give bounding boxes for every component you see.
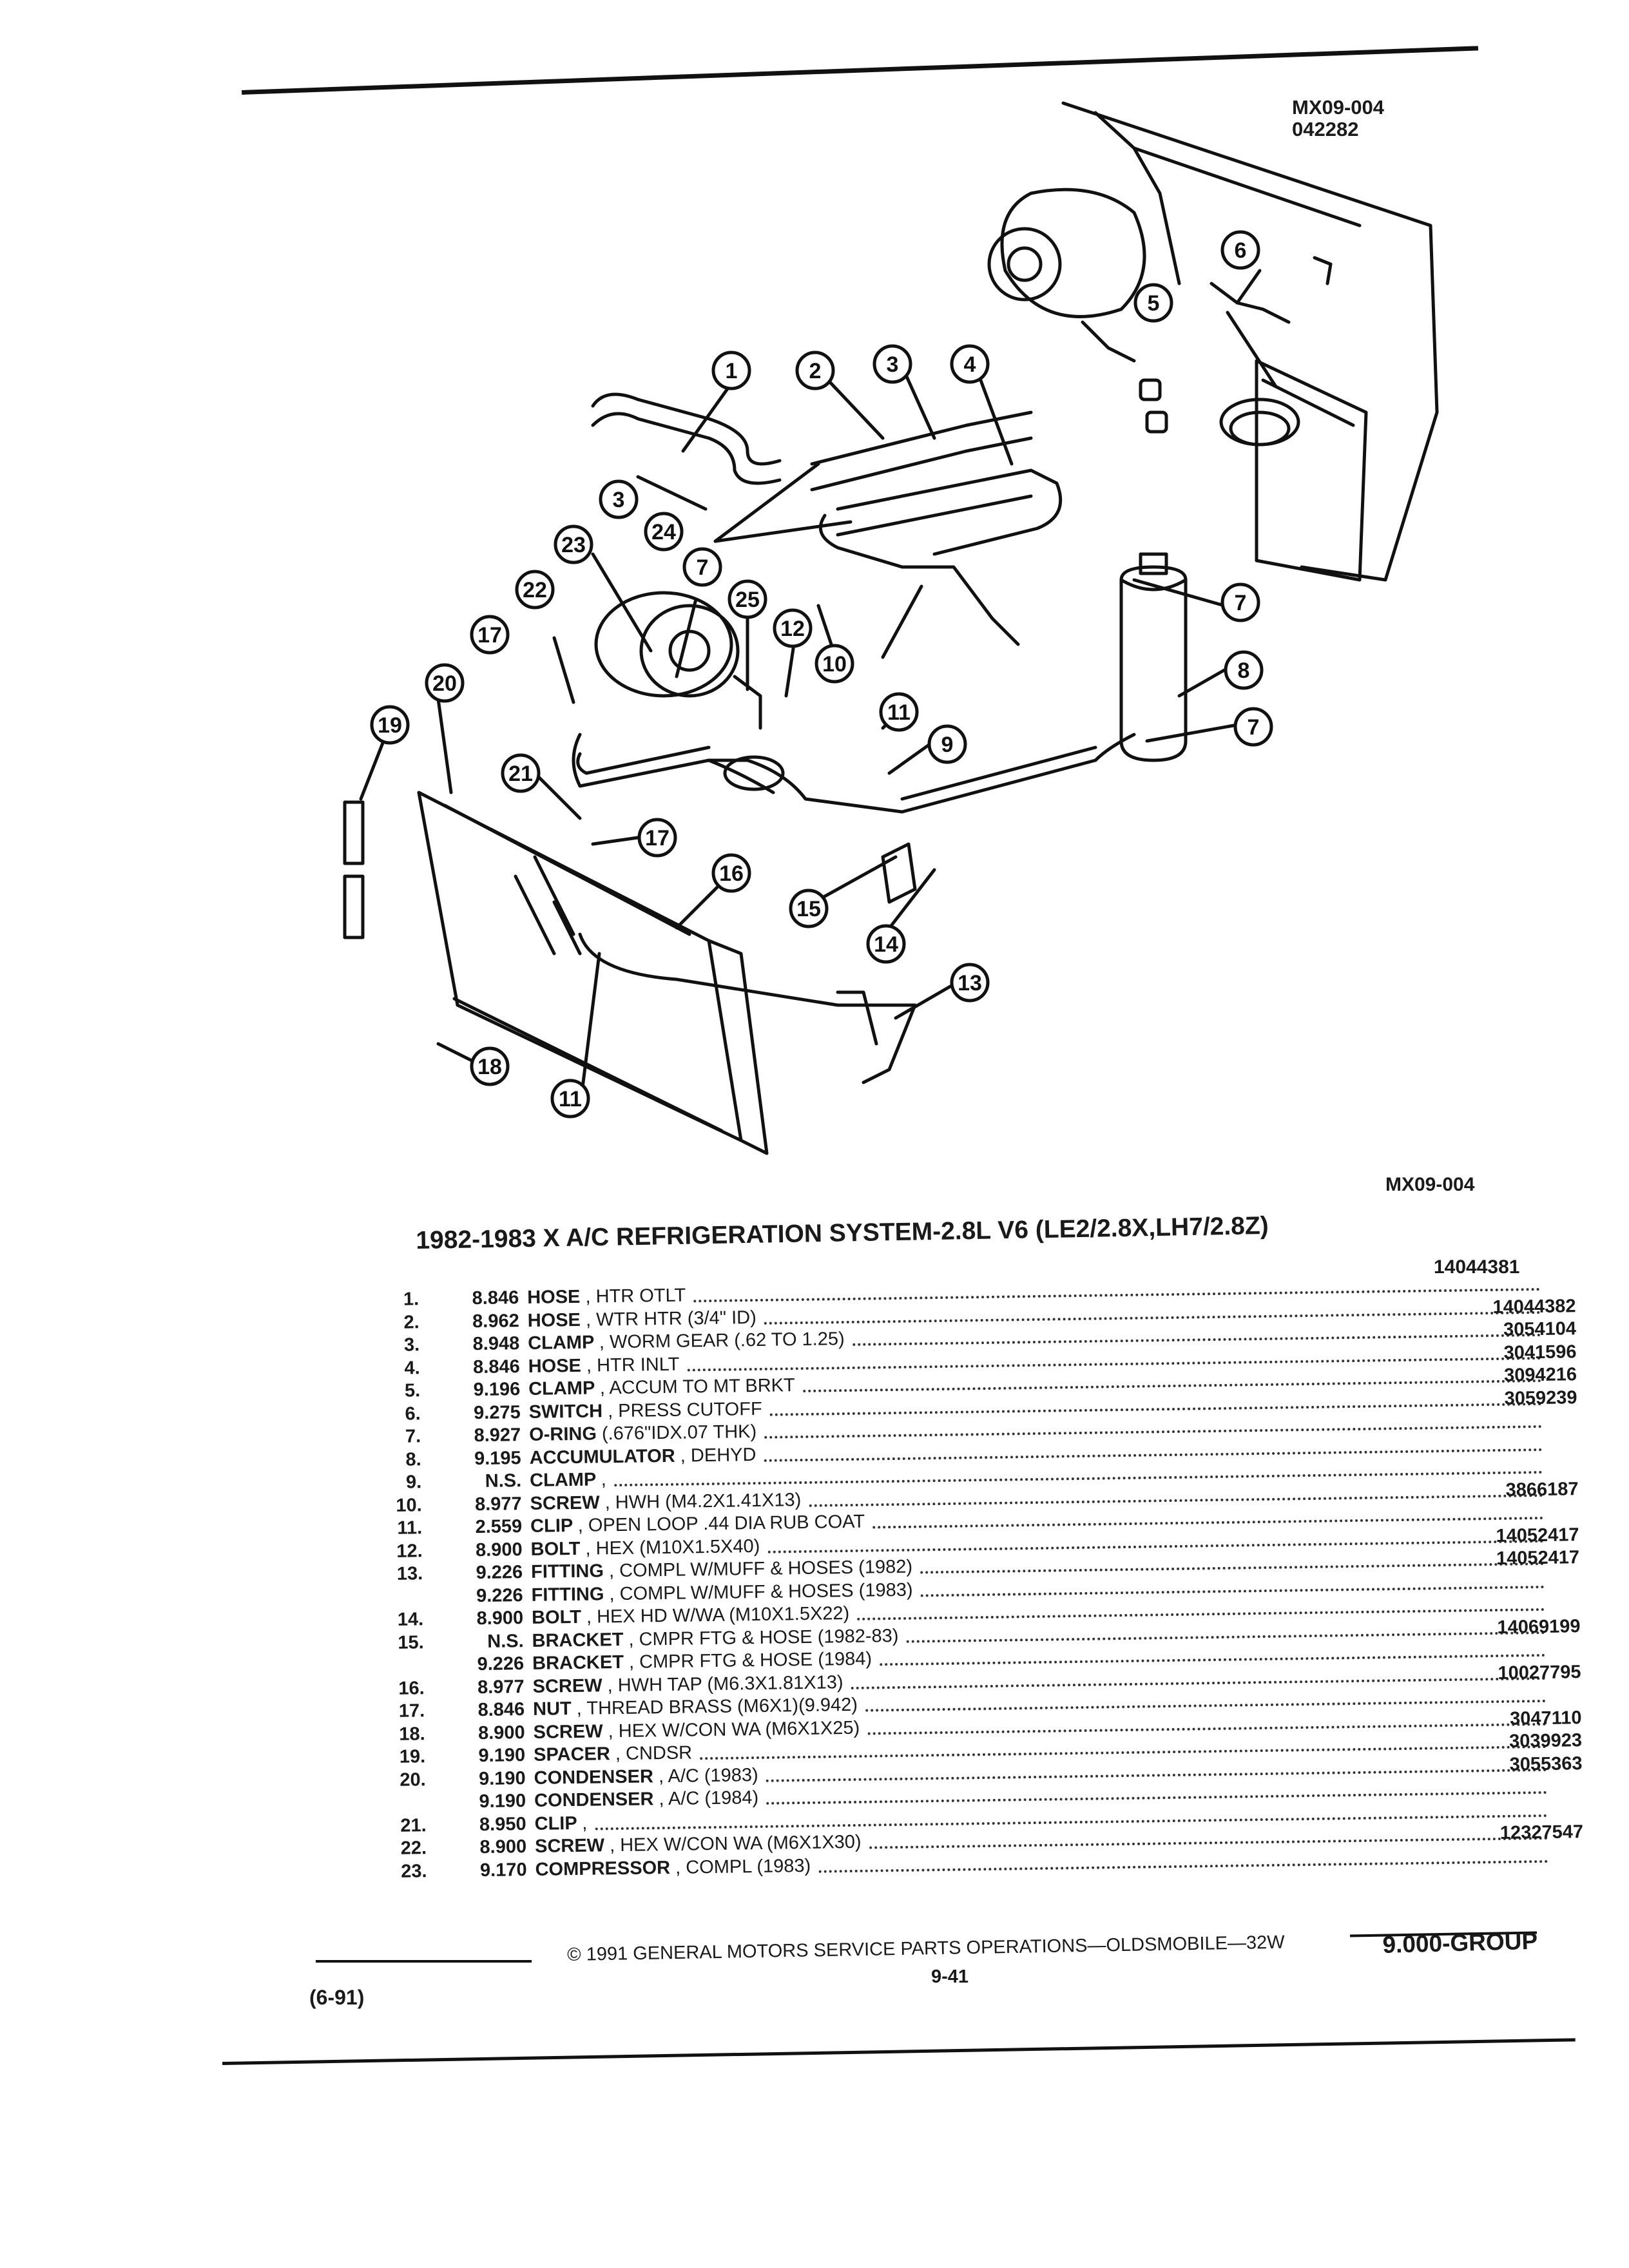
item-number: 15.	[398, 1631, 424, 1653]
callout-13	[952, 965, 988, 1001]
svg-text:19: 19	[378, 713, 402, 738]
svg-text:8: 8	[1237, 658, 1250, 683]
svg-text:11: 11	[559, 1087, 582, 1111]
item-number: 2.	[403, 1311, 419, 1333]
part-number: 12327547	[1499, 1821, 1584, 1843]
part-name: SCREW	[533, 1720, 603, 1743]
callout-23	[555, 526, 592, 562]
part-name: HOSE	[526, 1286, 581, 1308]
part-name: FITTING	[531, 1583, 604, 1606]
part-name: HOSE	[527, 1309, 581, 1331]
part-description	[527, 1306, 757, 1332]
callout-22	[517, 572, 553, 608]
part-detail: , HEX W/CON WA (M6X1X30)	[609, 1831, 862, 1856]
part-name: BOLT	[530, 1538, 581, 1560]
callout-11-top	[881, 694, 917, 730]
part-number: 3094216	[1503, 1364, 1577, 1386]
svg-text:3: 3	[886, 352, 899, 377]
part-detail: , CMPR FTG & HOSE (1982-83)	[628, 1625, 899, 1650]
item-number: 4.	[404, 1357, 420, 1379]
svg-text:11: 11	[887, 700, 911, 725]
section-title-part-number: 14044381	[1434, 1256, 1520, 1278]
part-description	[530, 1489, 801, 1515]
footer-date: (6-91)	[309, 1986, 365, 2009]
item-number: 23.	[401, 1860, 427, 1882]
heater-core-case	[1257, 361, 1366, 580]
part-detail: , COMPL (1983)	[675, 1855, 811, 1878]
item-number: 13.	[396, 1563, 423, 1584]
callout-17-top	[472, 617, 508, 653]
item-number: 3.	[403, 1334, 420, 1356]
svg-text:17: 17	[477, 623, 502, 648]
svg-text:13: 13	[958, 971, 982, 995]
part-detail: ,	[601, 1469, 607, 1490]
part-name: SPACER	[533, 1744, 611, 1765]
svg-text:6: 6	[1234, 238, 1247, 263]
svg-text:7: 7	[696, 555, 709, 580]
svg-text:1: 1	[725, 359, 738, 383]
svg-text:7: 7	[1247, 715, 1260, 740]
group-number: 8.900	[479, 1836, 527, 1858]
footer-group-label: 9.000-GROUP	[1382, 1927, 1538, 1958]
part-name: ACCUMULATOR	[529, 1445, 675, 1468]
callout-4	[952, 346, 988, 382]
compressor-body	[596, 593, 731, 696]
page-number: 9-41	[931, 1966, 969, 1987]
accumulator-body	[1121, 567, 1186, 760]
part-number: 3041596	[1503, 1341, 1577, 1363]
part-description	[534, 1764, 758, 1790]
part-detail: , HEX HD W/WA (M10X1.5X22)	[586, 1603, 850, 1628]
item-number: 9.	[405, 1472, 422, 1493]
callout-19	[372, 707, 408, 743]
part-name: CLIP	[534, 1812, 577, 1834]
part-number: 3059239	[1504, 1387, 1577, 1409]
item-number: 20.	[400, 1769, 426, 1791]
footer-copyright: © 1991 GENERAL MOTORS SERVICE PARTS OPERATIONS—OLDSMOBILE—32W	[567, 1932, 1285, 1965]
svg-text:18: 18	[477, 1055, 502, 1079]
part-description	[529, 1421, 757, 1446]
group-number: 8.948	[472, 1333, 520, 1355]
part-detail: , COMPL W/MUFF & HOSES (1983)	[609, 1579, 913, 1604]
part-description	[529, 1444, 756, 1470]
part-description	[534, 1742, 692, 1766]
group-number: 9.196	[473, 1379, 521, 1401]
callout-18	[472, 1048, 508, 1084]
group-number: 9.226	[476, 1562, 523, 1584]
part-detail: , HEX (M10X1.5X40)	[585, 1535, 760, 1559]
item-number: 19.	[399, 1746, 426, 1767]
part-name: SWITCH	[528, 1400, 603, 1423]
group-number: 9.226	[476, 1584, 523, 1606]
svg-text:21: 21	[508, 762, 533, 786]
group-number: 8.927	[474, 1425, 521, 1446]
callout-15	[791, 890, 827, 927]
callout-7-right-bottom	[1235, 709, 1271, 745]
callout-7-right-top	[1222, 584, 1258, 620]
part-number: 14044382	[1492, 1295, 1576, 1318]
firewall-outline	[1063, 103, 1437, 580]
callout-21	[503, 755, 539, 791]
callout-17-bottom	[639, 820, 675, 856]
part-detail: , WORM GEAR (.62 TO 1.25)	[599, 1329, 845, 1353]
compressor-bracket	[883, 844, 915, 902]
part-description	[528, 1353, 679, 1378]
group-number: 8.900	[477, 1722, 525, 1744]
part-name: BRACKET	[532, 1629, 624, 1651]
part-name: SCREW	[534, 1835, 605, 1857]
part-number: 14052417	[1496, 1524, 1579, 1546]
svg-text:3: 3	[612, 488, 625, 512]
part-detail: (.676"IDX.07 THK)	[601, 1421, 757, 1445]
svg-text:2: 2	[809, 359, 822, 383]
spacer-lower	[345, 876, 363, 937]
item-number	[394, 1791, 426, 1792]
item-number: 17.	[398, 1700, 425, 1722]
blower-motor-housing	[1002, 189, 1144, 316]
part-name: FITTING	[530, 1561, 604, 1582]
group-number: 8.846	[472, 1287, 519, 1309]
part-name: CONDENSER	[534, 1765, 654, 1789]
callout-10	[816, 646, 853, 682]
item-number: 8.	[405, 1448, 421, 1470]
part-name: SCREW	[530, 1492, 600, 1514]
svg-text:5: 5	[1147, 291, 1160, 316]
svg-text:22: 22	[523, 578, 547, 602]
item-number: 14.	[397, 1609, 424, 1630]
group-number: 8.977	[477, 1676, 525, 1698]
part-detail: , HWH TAP (M6.3X1.81X13)	[607, 1671, 843, 1696]
part-name: CLAMP	[527, 1332, 594, 1354]
group-number: 9.195	[474, 1447, 521, 1469]
part-detail: , HTR INLT	[586, 1354, 680, 1376]
spacer-upper	[345, 802, 363, 863]
part-number: 3039923	[1509, 1730, 1583, 1752]
item-number	[392, 1654, 424, 1655]
group-number: 9.226	[477, 1653, 525, 1675]
group-number: 9.190	[479, 1791, 526, 1812]
part-name: CLIP	[530, 1515, 573, 1537]
item-number: 16.	[398, 1677, 425, 1699]
parts-list	[387, 1272, 1587, 1883]
item-number: 18.	[399, 1723, 425, 1745]
part-detail: , ACCUM TO MT BRKT	[599, 1375, 795, 1399]
group-number: 8.846	[472, 1356, 520, 1378]
item-number: 7.	[405, 1426, 421, 1447]
callout-2	[797, 352, 833, 389]
dot-leader	[819, 1860, 1548, 1872]
callout-7-left	[684, 549, 720, 585]
part-detail: , OPEN LOOP .44 DIA RUB COAT	[577, 1511, 865, 1536]
part-detail: , HTR OTLT	[585, 1285, 686, 1307]
item-number: 1.	[403, 1289, 419, 1310]
part-description	[527, 1285, 686, 1309]
item-number: 21.	[400, 1814, 427, 1836]
part-detail: , HEX W/CON WA (M6X1X25)	[608, 1717, 860, 1742]
part-name: BOLT	[531, 1606, 582, 1628]
callout-16	[713, 855, 749, 891]
callout-14	[868, 926, 904, 962]
svg-text:23: 23	[561, 533, 586, 557]
item-number: 10.	[396, 1494, 422, 1516]
part-number: 14052417	[1496, 1547, 1580, 1569]
part-description	[532, 1671, 843, 1698]
group-number: N.S.	[485, 1470, 522, 1492]
part-description	[530, 1468, 606, 1492]
group-number: 9.170	[479, 1859, 527, 1881]
group-number: 8.900	[476, 1608, 524, 1629]
diagram-caption-code: MX09-004	[1385, 1174, 1475, 1195]
item-number: 6.	[405, 1403, 421, 1425]
callout-1	[713, 352, 749, 389]
part-detail: , A/C (1983)	[658, 1764, 758, 1787]
part-name: SCREW	[532, 1675, 602, 1697]
group-number: 9.275	[473, 1401, 521, 1423]
callout-6	[1222, 232, 1258, 268]
part-number: 3047110	[1509, 1707, 1582, 1729]
section-title: 1982-1983 X A/C REFRIGERATION SYSTEM-2.8L V6 (LE2/2.8X,LH7/2.8Z)	[416, 1211, 1269, 1254]
callout-3-top	[874, 346, 911, 382]
part-number: 14069199	[1497, 1615, 1581, 1638]
drawing-date: 042282	[1292, 118, 1359, 140]
part-detail: , HWH (M4.2X1.41X13)	[604, 1489, 802, 1513]
suction-line	[574, 735, 1134, 812]
svg-text:17: 17	[645, 826, 670, 850]
part-number: 3055363	[1509, 1753, 1583, 1775]
group-number: N.S.	[487, 1630, 524, 1652]
part-name: NUT	[532, 1698, 572, 1720]
callout-24	[646, 514, 682, 550]
bottom-rule	[222, 2038, 1576, 2065]
part-description	[534, 1812, 587, 1835]
svg-text:4: 4	[963, 352, 976, 377]
callout-20	[427, 665, 463, 701]
part-description	[528, 1374, 795, 1401]
item-number: 11.	[397, 1517, 423, 1539]
svg-text:7: 7	[1234, 591, 1247, 615]
callout-9	[929, 726, 965, 762]
svg-text:15: 15	[796, 897, 821, 921]
part-name: O-RING	[528, 1423, 597, 1445]
footer-rule-left	[316, 1960, 532, 1963]
svg-text:20: 20	[432, 671, 457, 696]
part-name: BRACKET	[532, 1651, 624, 1674]
group-number: 8.846	[477, 1699, 525, 1721]
callout-5	[1135, 285, 1171, 321]
part-detail: , WTR HTR (3/4" ID)	[585, 1307, 757, 1331]
part-detail: , PRESS CUTOFF	[607, 1398, 762, 1421]
part-detail: , CMPR FTG & HOSE (1984)	[628, 1648, 872, 1673]
part-detail: , COMPL W/MUFF & HOSES (1982)	[608, 1556, 913, 1582]
item-number: 12.	[396, 1540, 423, 1562]
part-description	[528, 1398, 762, 1423]
group-number: 9.190	[478, 1767, 526, 1789]
svg-text:10: 10	[822, 652, 847, 677]
callout-11-bottom	[552, 1081, 588, 1117]
part-number: 10027795	[1498, 1661, 1581, 1684]
svg-text:24: 24	[651, 520, 676, 544]
part-detail: , CNDSR	[615, 1742, 693, 1765]
part-description	[535, 1854, 811, 1881]
group-number: 8.900	[475, 1539, 523, 1561]
drawing-code: MX09-004	[1292, 96, 1385, 119]
group-number: 8.977	[474, 1493, 522, 1515]
part-detail: ,	[581, 1812, 588, 1834]
group-number: 8.950	[479, 1813, 526, 1835]
svg-text:12: 12	[780, 617, 805, 641]
part-number: 3866187	[1505, 1478, 1579, 1501]
svg-text:9: 9	[941, 733, 954, 757]
part-name: HOSE	[528, 1355, 582, 1377]
callout-12	[775, 610, 811, 646]
part-number: 3054104	[1503, 1318, 1577, 1340]
item-number: 22.	[400, 1838, 427, 1859]
part-name: COMPRESSOR	[535, 1857, 671, 1880]
part-name: CLAMP	[529, 1469, 596, 1491]
svg-text:25: 25	[735, 588, 760, 612]
part-description	[534, 1787, 759, 1812]
part-description	[530, 1535, 760, 1561]
item-number: 5.	[404, 1380, 421, 1401]
svg-text:16: 16	[719, 861, 744, 886]
callout-3-left	[601, 481, 637, 517]
callout-25	[729, 581, 766, 617]
group-number: 8.962	[472, 1310, 519, 1332]
callouts	[372, 232, 1271, 1117]
heater-outlet-hose	[593, 394, 780, 464]
part-detail: , A/C (1984)	[659, 1787, 759, 1810]
part-name: CLAMP	[528, 1378, 595, 1399]
part-detail: , THREAD BRASS (M6X1)(9.942)	[576, 1694, 858, 1719]
part-name: CONDENSER	[534, 1789, 654, 1811]
callout-8	[1226, 652, 1262, 688]
svg-text:14: 14	[874, 932, 898, 957]
group-number: 2.559	[475, 1516, 523, 1538]
part-detail: , DEHYD	[680, 1444, 757, 1466]
group-number: 9.190	[478, 1745, 526, 1767]
